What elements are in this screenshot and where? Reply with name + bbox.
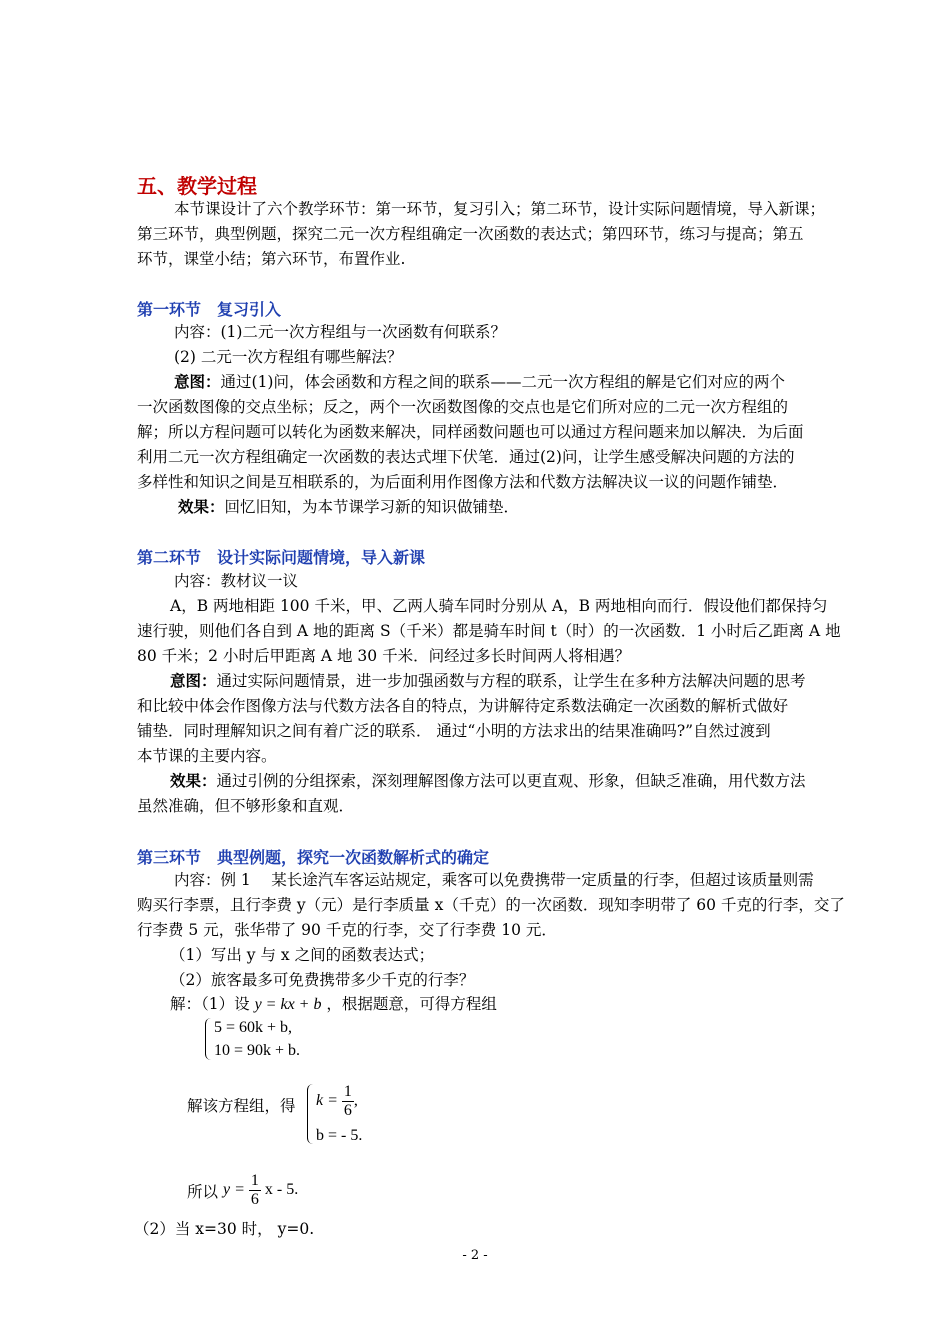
k-numerator: 1 [343,1083,352,1100]
part-2-answer: （2）当 x=30 时， y=0. [134,1220,315,1238]
intent-text: 通过实际问题情景，进一步加强函数与方程的联系，让学生在多种方法解决问题的思考 [216,672,806,690]
sec1-intent-line-4: 利用二元一次方程组确定一次函数的表达式埋下伏笔．通过(2)问，让学生感受解决问题的方法的 [137,448,795,466]
sec2-problem-line-1: A，B 两地相距 100 千米，甲、乙两人骑车同时分别从 A，B 两地相向而行．假设他们都保持匀 [170,597,828,615]
sec3-content-line-2: 购买行李票，且行李费 y（元）是行李质量 x（千克）的一次函数．现知李明带了 60 千克的行李，交了 [137,896,845,914]
page-number: - 2 - [462,1248,488,1263]
y-lhs: y = [223,1181,245,1199]
sec1-intent-line-2: 一次函数图像的交点坐标；反之，两个一次函数图像的交点也是它们所对应的二元一次方程组的 [137,398,789,416]
intent-label: 意图： [174,372,221,391]
section-heading: 五、教学过程 [137,174,257,198]
sec2-intent-line-2: 和比较中体会作图像方法与代数方法各自的特点，为讲解待定系数法确定一次函数的解析式做好 [137,697,789,715]
effect-text: 回忆旧知，为本节课学习新的知识做铺垫． [224,498,520,516]
solution-expression: y = kx + b [254,996,322,1013]
sec1-content-2: (2) 二元一次方程组有哪些解法？ [174,348,403,366]
effect-label: 效果： [178,497,225,516]
k-lhs: k = [316,1092,338,1110]
sec2-effect-line-1 [170,771,806,791]
sec3-question-2: （2）旅客最多可免费携带多少千克的行李？ [170,971,475,989]
sec2-problem-line-2: 速行驶，则他们各自到 A 地的距离 S（千米）都是骑车时间 t（时）的一次函数．1 小时后乙距离 A 地 [137,622,841,640]
solution-brace [307,1084,314,1144]
equation-1: 5 = 60k + b, [214,1019,293,1036]
sec1-intent-line-1 [174,372,785,392]
sec2-content: 内容：教材议一议 [174,572,299,590]
sec2-intent-line-1 [170,671,806,691]
k-solution [316,1083,358,1120]
intent-label: 意图： [170,671,217,690]
sec3-content-line-3: 行李费 5 元，张华带了 90 千克的行李，交了行李费 10 元． [137,921,557,939]
y-numerator: 1 [250,1172,259,1189]
solution-suffix: ，根据题意，可得方程组 [326,995,497,1013]
section-2-title: 第二环节 设计实际问题情境，导入新课 [137,548,426,567]
solution-prefix: 解：（1）设 [170,995,250,1013]
sec1-intent-line-5: 多样性和知识之间是互相联系的，为后面利用作图像方法和代数方法解决议一议的问题作铺垫． [137,473,789,491]
equation-2: 10 = 90k + b. [214,1042,301,1059]
sec2-intent-line-3: 铺垫．同时理解知识之间有着广泛的联系． 通过“小明的方法求出的结果准确吗?”自然过渡到 [137,722,771,740]
b-solution: b = - 5. [316,1127,363,1144]
k-fraction [342,1083,354,1120]
sec3-content-line-1: 内容：例 1 某长途汽车客运站规定，乘客可以免费携带一定质量的行李，但超过该质量则需 [174,871,814,889]
sec1-content-1: 内容：(1)二元一次方程组与一次函数有何联系？ [174,323,506,341]
section-1-title: 第一环节 复习引入 [137,300,282,319]
y-denominator: 6 [250,1191,259,1208]
section-3-title: 第三环节 典型例题，探究一次函数解析式的确定 [137,848,490,867]
equation-brace [205,1018,212,1060]
k-comma: , [353,1092,358,1110]
solve-text: 解该方程组，得 [187,1097,296,1115]
sec2-intent-line-4: 本节课的主要内容。 [137,747,277,765]
sec1-effect [178,497,519,517]
final-function [223,1172,298,1209]
effect-label: 效果： [170,771,217,790]
y-fraction [249,1172,261,1209]
so-text: 所以 [187,1183,219,1201]
y-rhs: x - 5. [264,1181,299,1199]
sec1-intent-line-3: 解；所以方程问题可以转化为函数来解决，同样函数问题也可以通过方程问题来加以解决．为后面 [137,423,804,441]
intro-line-2: 第三环节，典型例题，探究二元一次方程组确定一次函数的表达式；第四环节，练习与提高；第五 [137,225,804,243]
effect-text: 通过引例的分组探索，深刻理解图像方法可以更直观、形象，但缺乏准确，用代数方法 [216,772,806,790]
k-denominator: 6 [343,1102,352,1119]
intent-text: 通过(1)问，体会函数和方程之间的联系——二元一次方程组的解是它们对应的两个 [220,373,785,391]
sec3-question-1: （1）写出 y 与 x 之间的函数表达式； [170,946,435,964]
intro-line-3: 环节，课堂小结；第六环节，布置作业. [137,250,406,268]
solution-intro [170,994,497,1015]
sec2-problem-line-3: 80 千米；2 小时后甲距离 A 地 30 千米．问经过多长时间两人将相遇？ [137,647,631,665]
intro-line-1: 本节课设计了六个教学环节：第一环节，复习引入；第二环节，设计实际问题情境，导入新课； [174,200,826,218]
sec2-effect-line-2: 虽然准确，但不够形象和直观． [137,797,355,815]
